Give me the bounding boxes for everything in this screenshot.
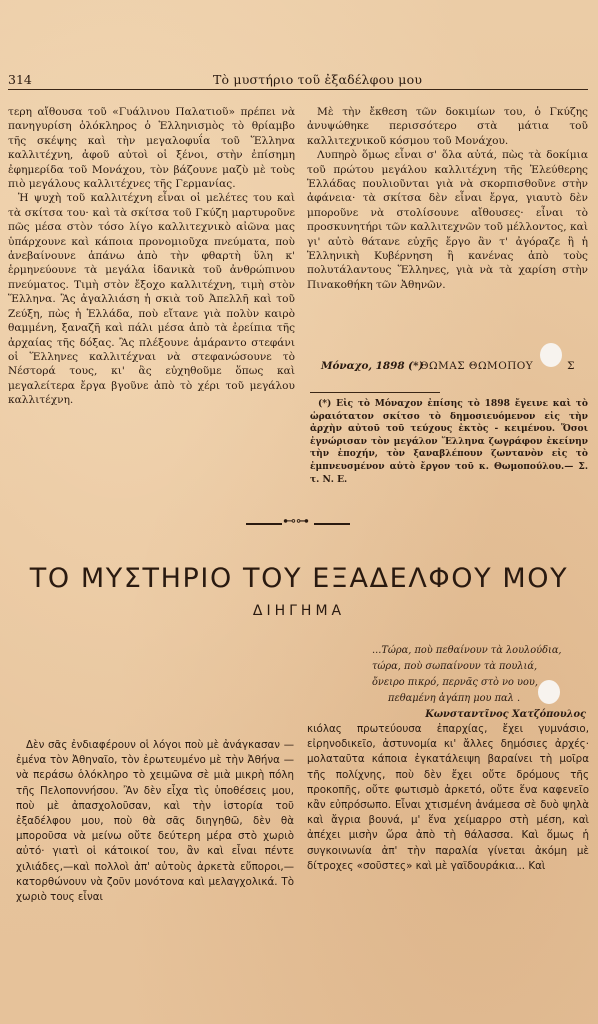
footnote-rule [310, 392, 440, 393]
author-name-tail: Σ [567, 360, 576, 372]
header-rule [8, 89, 588, 90]
footnote-text: (*) Εἰς τὸ Μόναχον ἐπίσης τὸ 1898 ἔγεινε καὶ τὸ ὡραιότατον σκίτσο τὸ δημοσιευόμενον εἰς τὴν ἀρχὴν αὐτοῦ τοῦ τεύχους ἐκτὸς - κειμένου. Ὅσοι ἐγνώρισαν τὸν μεγάλον Ἕλληνα ζωγράφον ἐκείνην τὴν ἐποχήν, τὸν ξαναβλέπουν ζωντανὸν εἰς τὸ ἐμπνευσμένον αὐτὸ ἔργον τοῦ κ. Θωμοπούλου.— Σ. τ. Ν. Ε. [310, 398, 588, 485]
essay-right-column [307, 105, 588, 292]
epigraph-line: ...Τώρα, ποὺ πεθαίνουν τὰ λουλούδια, [372, 645, 562, 656]
story-left-column [16, 738, 294, 905]
footnote [310, 398, 588, 486]
place-date: Μόναχο, 1898 (*) [321, 360, 424, 372]
story-title: ΤΟ ΜΥΣΤΗΡΙΟ ΤΟΥ ΕΞΑΔΕΛΦΟΥ ΜΟΥ [29, 563, 569, 594]
essay-paragraph: Μὲ τὴν ἔκθεση τῶν δοκιμίων του, ὁ Γκύζης ἀνυψώθηκε περισσότερο στὰ μάτια τοῦ καλλιτεχνικοῦ κόσμου τοῦ Μονάχου. [307, 106, 588, 147]
story-subtitle: ΔΙΗΓΗΜΑ [252, 603, 346, 619]
author-name: ΘΩΜΑΣ ΘΩΜΟΠΟΥ [420, 360, 534, 372]
story-right-column [307, 722, 589, 874]
epigraph-line: πεθαμένη ἀγάπη μου παλ . [388, 693, 521, 704]
running-title: Τὸ μυστήριο τοῦ ἐξαδέλφου μου [213, 72, 423, 87]
essay-paragraph: τερη αἴθουσα τοῦ «Γυάλινου Παλατιοῦ» πρέπει νὰ πανηγυρίση ὁλόκληρος ὁ Ἑλληνισμὸς τὸ θρίαμβο τῆς σκέψης καὶ τὴν μεγαλοφυΐα τοῦ Ἕλληνα καλλιτέχνη, ἀφοῦ αὐτοὶ οἱ ξένοι, στὴν ἐπίσημη ἐφημερίδα τοῦ Μονάχου, τὸν βάζουνε μαζὺ μὲ τοὺς πιὸ μεγάλους καλλιτέχνες τῆς Γερμανίας. [8, 106, 295, 191]
paper-hole [538, 680, 560, 704]
essay-paragraph: Λυπηρὸ ὅμως εἶναι σ' ὅλα αὐτά, πὼς τὰ δοκίμια τοῦ πρώτου μεγάλου καλλιτέχνη τῆς Ἐλεύθερης Ἑλλάδας πουλιοῦνται γιὰ νὰ σκορπισθοῦνε στὴν ἀφάνεια· τὰ σκίτσα δὲν εἶναι ἔργα, γιαυτὸ δὲν μποροῦνε νὰ στολίσουνε αἴθουσες· εἶναι τὸ προσκυνητήρι τῶν καλλιτεχνῶν τοῦ μέλλοντος, καὶ γι' αὐτὸ θάτανε εὐχῆς ἔργο ἂν τ' ἀγόραζε ἢ ἡ Ἑλληνικὴ Κυβέρνηση ἢ κανένας ἀπὸ τοὺς πολυτάλαντους Ἕλληνες, γιὰ νὰ τὰ χαρίση στὴν Πινακοθήκη τῶν Ἀθηνῶν. [307, 149, 588, 291]
ornament-line-left [246, 523, 282, 525]
epigraph-line: τώρα, ποὺ σωπαίνουν τὰ πουλιά, [372, 661, 538, 672]
epigraph-line: ὄνειρο πικρό, περνᾶς στὸ νο υου, [372, 677, 538, 688]
section-ornament [0, 514, 598, 528]
epigraph-author: Κωνσταντῖνος Χατζόπουλος [425, 709, 586, 720]
running-header [8, 70, 588, 90]
essay-paragraph: Ἡ ψυχὴ τοῦ καλλιτέχνη εἶναι οἱ μελέτες του καὶ τὰ σκίτσα του· καὶ τὰ σκίτσα τοῦ Γκύζη μαρτυροῦνε πῶς μέσα στὸν τόσο λίγο καλλιτεχνικὸ αἰῶνα μας ὑπάρχουνε καὶ κάποια προνομιοῦχα πνεύματα, ποὺ ἀνεβαίνουνε ἀπάνω ἀπὸ τὴν φθαρτὴ ὕλη κ' ἑρμηνεύουνε τὰ μεγάλα ἰδανικὰ τοῦ ἀνθρώπινου πνεύματος. Τιμὴ στὸν ἔξοχο καλλιτέχνη, τιμὴ στὸν Ἕλληνα. Ἂς ἀγαλλιάση ἡ σκιὰ τοῦ Ἀπελλῆ καὶ τοῦ Ζεύξη, πὼς ἡ Ἑλλάδα, ποὺ εἴτανε γιὰ πολὺν καιρὸ θαμμένη, ξαναζῆ καὶ πάλι μέσα ἀπὸ τὰ ἐρείπια τῆς ἀρχαίας τῆς δόξας. Ἂς πλέξουνε ἀμάραντο στεφάνι οἱ Ἕλληνες καλλιτέχναι νὰ στεφανώσουνε τὸ Νέστορά τους, κι' ἂς εὐχηθοῦμε ὅπως καὶ μεγαλείτερα ἔργα βγοῦνε ἀπὸ τὸ χέρι τοῦ μεγάλου καλλιτέχνη. [8, 192, 295, 407]
page-number: 314 [8, 72, 32, 87]
ornament-glyph: ⊷⊶ [283, 514, 309, 529]
paper-hole [540, 343, 562, 367]
ornament-line-right [314, 523, 350, 525]
essay-left-column [8, 105, 295, 408]
story-paragraph: Δὲν σᾶς ἐνδιαφέρουν οἱ λόγοι ποὺ μὲ ἀνάγκασαν — ἐμένα τὸν Ἀθηναῖο, τὸν ἐρωτευμένο μὲ τὴν Ἀθήνα —νὰ περάσω ὁλόκληρο τὸ χειμῶνα σὲ μιὰ μικρὴ πόλη τῆς Πελοποννήσου. Ἂν δὲν εἶχα τὶς ὑποθέσεις μου, ποὺ μὲ ἀπασχολοῦσαν, καὶ τὴν ἱστορία τοῦ ἐξαδέλφου μου, ποὺ θὰ σᾶς διηγηθῶ, δὲν θὰ μποροῦσα νὰ μείνω οὔτε δεύτερη μέρα στὸ χωριὸ αὐτό· γιατὶ οἱ κάτοικοί του, ἂν καὶ εἶναι πέντε χιλιάδες,—καὶ πολλοὶ ἀπ' αὐτοὺς ἀρκετὰ εὔποροι,—κατορθώνουν νὰ ζοῦν μονότονα καὶ μελαγχολικά. Τὸ χωριὸ τους εἶναι [16, 739, 294, 904]
story-paragraph: κιόλας πρωτεύουσα ἐπαρχίας, ἔχει γυμνάσιο, εἰρηνοδικεῖο, ἀστυνομία κι' ἄλλες δημόσιες ἀρχές· μολαταῦτα κάποια ἐγκατάλειψη βαραίνει τὴ μοῖρα τῆς πολίχνης, ποὺ δὲν ἔχει οὔτε δρόμους τῆς προκοπῆς, οὔτε φωτισμὸ ἀρκετό, οὔτε ἕνα καφενεῖο κἂν εὐπρόσωπο. Εἶναι χτισμένη ἀνάμεσα σὲ δυὸ ψηλὰ καὶ ἄγρια βουνά, μ' ἕνα χείμαρρο στὴ μέση, καὶ ἀπέχει μισὴν ὥρα ἀπὸ τὴ θάλασσα. Καὶ ὅμως ἡ συγκοινωνία ἀπ' τὴν παραλία γίνεται ἀκόμη μὲ δίτροχες «σοῦστες» καὶ μὲ γαϊδουράκια... Καὶ [307, 723, 589, 872]
